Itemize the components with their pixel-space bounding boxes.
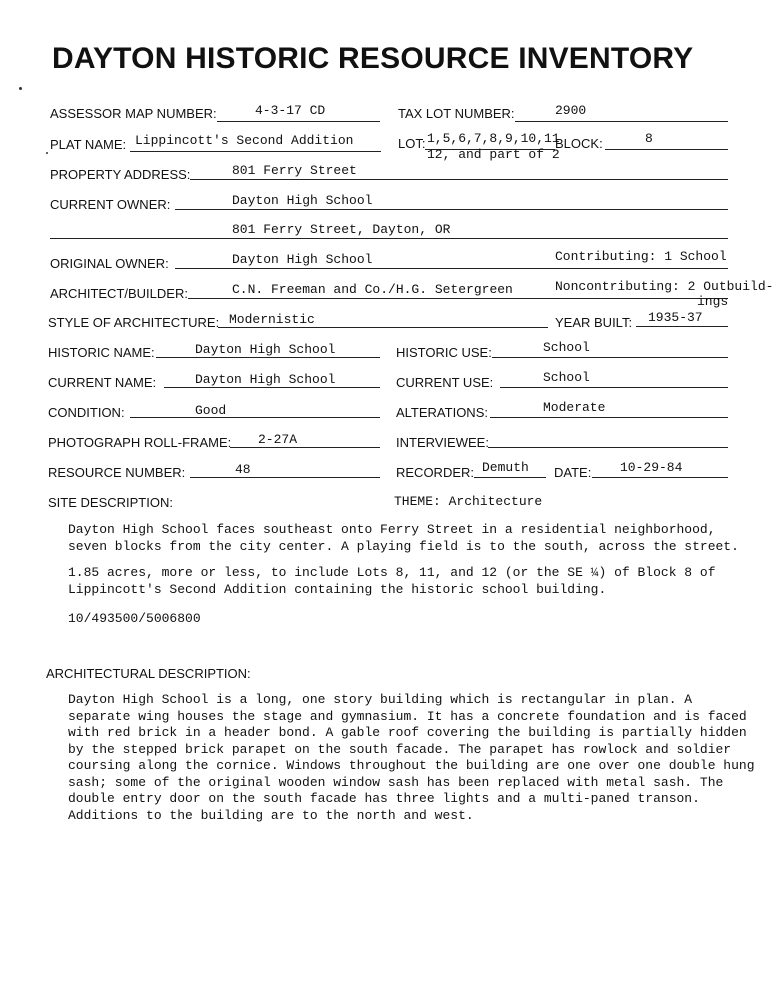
resource-number-value: 48 <box>235 462 251 477</box>
contributing-note: Contributing: 1 School <box>555 249 727 264</box>
plat-name-line <box>130 151 381 152</box>
interviewee-line <box>488 447 728 448</box>
noncontributing-note-line1: Noncontributing: 2 Outbuild- <box>555 279 774 294</box>
style-of-architecture-value: Modernistic <box>229 312 315 327</box>
noncontributing-note-line2: ings <box>697 294 729 309</box>
date-value: 10-29-84 <box>620 460 683 475</box>
resource-number-label: RESOURCE NUMBER: <box>48 465 186 480</box>
property-address-value: 801 Ferry Street <box>232 163 357 178</box>
tax-lot-number-label: TAX LOT NUMBER: <box>398 106 515 121</box>
photograph-roll-frame-line <box>230 447 380 448</box>
historic-use-label: HISTORIC USE: <box>396 345 492 360</box>
architect-builder-line <box>188 298 728 299</box>
site-description-paragraph-3: 10/493500/5006800 <box>68 611 201 626</box>
original-owner-value: Dayton High School <box>232 252 373 267</box>
block-value: 8 <box>645 131 653 146</box>
condition-label: CONDITION: <box>48 405 125 420</box>
block-label: BLOCK: <box>555 136 603 151</box>
site-description-paragraph-1: Dayton High School faces southeast onto Ferry Street in a residential neighborhood, seven blocks from the city center. A playing field is to the south, across the street. <box>68 522 739 554</box>
property-address-label: PROPERTY ADDRESS: <box>50 167 191 182</box>
form-title: DAYTON HISTORIC RESOURCE INVENTORY <box>52 42 694 75</box>
theme-note: THEME: Architecture <box>394 494 543 509</box>
lot-value-line2: 12, and part of 2 <box>427 147 560 162</box>
scan-speck <box>19 87 22 90</box>
historic-name-label: HISTORIC NAME: <box>48 345 155 360</box>
year-built-label: YEAR BUILT: <box>555 315 633 330</box>
condition-value: Good <box>195 403 227 418</box>
architectural-description-label: ARCHITECTURAL DESCRIPTION: <box>46 666 251 681</box>
current-use-line <box>500 387 728 388</box>
scan-speck <box>46 152 48 154</box>
alterations-label: ALTERATIONS: <box>396 405 488 420</box>
current-owner-address-value: 801 Ferry Street, Dayton, OR <box>232 222 451 237</box>
current-owner-address-line <box>50 238 728 239</box>
photograph-roll-frame-label: PHOTOGRAPH ROLL-FRAME: <box>48 435 232 450</box>
property-address-line <box>190 179 728 180</box>
architectural-description-text: Dayton High School is a long, one story building which is rectangular in plan. A separate wing houses the stage and gymnasium. It has a concrete foundation and is faced with red brick in a header bond. A gable roof covering the building is partially hidden by the stepped brick parapet on the south facade. The parapet has rowlock and soldier coursing along the cornice. Windows throughout the building are one over one double hung sash; some of the original wooden window sash has been replaced with metal sash. The double entry door on the south facade has three lights and a multi-paned transon. Additions to the building are to the north and west. <box>68 692 755 823</box>
condition-line <box>130 417 380 418</box>
historic-use-line <box>492 357 728 358</box>
architect-builder-value: C.N. Freeman and Co./H.G. Setergreen <box>232 282 513 297</box>
date-label: DATE: <box>554 465 592 480</box>
resource-number-line <box>190 477 380 478</box>
tax-lot-number-value: 2900 <box>555 103 587 118</box>
recorder-line <box>474 477 546 478</box>
date-line <box>592 477 728 478</box>
original-owner-line <box>175 268 728 269</box>
architect-builder-label: ARCHITECT/BUILDER: <box>50 286 188 301</box>
photograph-roll-frame-value: 2-27A <box>258 432 298 447</box>
current-use-value: School <box>543 370 590 385</box>
tax-lot-number-line <box>515 121 728 122</box>
assessor-map-number-label: ASSESSOR MAP NUMBER: <box>50 106 217 121</box>
recorder-value: Demuth <box>482 460 529 475</box>
block-line <box>605 149 728 150</box>
alterations-line <box>490 417 728 418</box>
current-owner-line <box>175 209 728 210</box>
year-built-line <box>636 326 728 327</box>
lot-label: LOT: <box>398 136 426 151</box>
current-name-label: CURRENT NAME: <box>48 375 157 390</box>
alterations-value: Moderate <box>543 400 606 415</box>
style-of-architecture-line <box>218 327 548 328</box>
year-built-value: 1935-37 <box>648 310 703 325</box>
site-description-paragraph-2: 1.85 acres, more or less, to include Lots 8, 11, and 12 (or the SE ¼) of Block 8 of Lippincott's Second Addition containing the historic school building. <box>68 565 716 597</box>
assessor-map-number-line <box>217 121 380 122</box>
style-of-architecture-label: STYLE OF ARCHITECTURE: <box>48 315 220 330</box>
current-name-line <box>164 387 380 388</box>
current-name-value: Dayton High School <box>195 372 336 387</box>
lot-value-line1: 1,5,6,7,8,9,10,11 <box>427 131 560 146</box>
plat-name-label: PLAT NAME: <box>50 137 127 152</box>
historic-name-line <box>156 357 380 358</box>
interviewee-label: INTERVIEWEE: <box>396 435 489 450</box>
historic-use-value: School <box>543 340 590 355</box>
current-use-label: CURRENT USE: <box>396 375 494 390</box>
original-owner-label: ORIGINAL OWNER: <box>50 256 169 271</box>
site-description-label: SITE DESCRIPTION: <box>48 495 173 510</box>
recorder-label: RECORDER: <box>396 465 475 480</box>
current-owner-label: CURRENT OWNER: <box>50 197 171 212</box>
historic-name-value: Dayton High School <box>195 342 336 357</box>
plat-name-value: Lippincott's Second Addition <box>135 133 354 148</box>
current-owner-value: Dayton High School <box>232 193 373 208</box>
assessor-map-number-value: 4-3-17 CD <box>255 103 326 118</box>
